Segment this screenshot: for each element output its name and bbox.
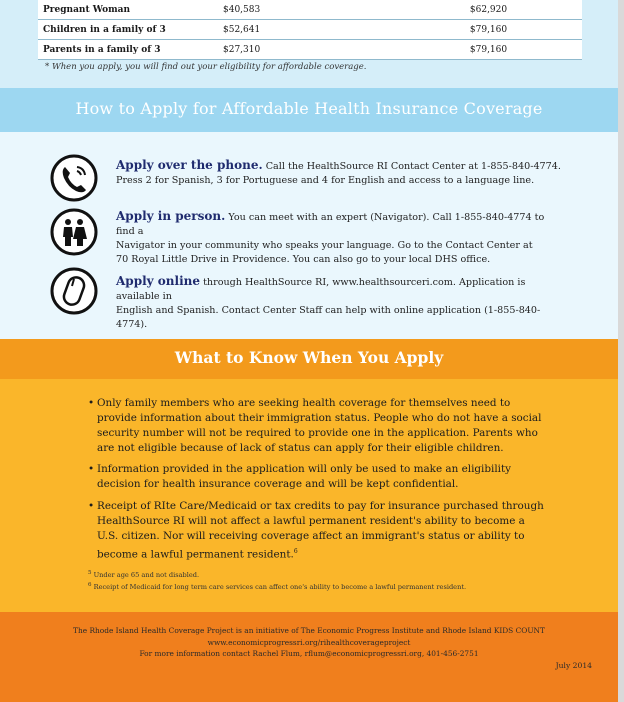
footnote-number: 6 [88,582,92,588]
footnote [88,582,466,591]
apply-online-text: through HealthSource RI, www.healthsourceri.com. Application is available in [116,277,526,302]
table-cell-value: $79,160 [395,20,582,40]
apply-online-lead: Apply online [116,274,201,288]
table-cell-value: $27,310 [218,40,395,60]
apply-phone-text: Press 2 for Spanish, 3 for Portuguese and 4 for English and access to a language line. [116,175,535,186]
eligibility-table [38,0,582,60]
apply-phone-text: Call the HealthSource RI Contact Center at 1-855-840-4774. [265,161,561,172]
table-cell-value: $52,641 [218,20,395,40]
footer-date: July 2014 [555,661,592,670]
know-section-header [0,339,618,379]
phone-icon [50,154,98,202]
mouse-icon [50,267,98,315]
apply-in-person-item [116,209,566,267]
people-icon [50,208,98,256]
apply-section-body [0,132,618,339]
table-cell-value: $79,160 [395,40,582,60]
footer-credit: The Rhode Island Health Coverage Project is an initiative of The Economic Progress Institute and Rhode Island KIDS COUNT [73,626,545,635]
bullet-text: decision for health insurance coverage and will be kept confidential. [97,478,459,490]
bullet-text: security number will not be required to provide one in the application. Parents who [97,427,538,439]
bullet-text: become a lawful permanent resident. [97,548,294,561]
apply-section-header [0,88,618,132]
table-row [38,20,582,40]
table-cell-group: Pregnant Woman [38,0,218,20]
table-cell-value: $40,583 [218,0,395,20]
list-item [88,499,550,562]
bullet-icon: • [88,397,95,409]
apply-in-person-text: You can meet with an expert (Navigator). Call 1-855-840-4774 to find a [116,212,545,237]
table-cell-group: Parents in a family of 3 [38,40,218,60]
table-row [38,0,582,20]
bullet-text: provide information about their immigration status. People who do not have a social [97,412,542,424]
footnote-marker: 6 [293,548,298,555]
apply-section-title: How to Apply for Affordable Health Insurance Coverage [75,99,543,118]
know-section-title: What to Know When You Apply [174,348,444,367]
list-item [88,462,550,492]
footnote-text: Receipt of Medicaid for long term care services can affect one's ability to become a lawful permanent resident. [93,583,467,592]
table-row [38,40,582,60]
table-cell-value: $62,920 [395,0,582,20]
apply-phone-item [116,158,566,188]
apply-online-item [116,274,566,332]
bullet-text: U.S. citizen. Nor will receiving coverage affect an immigrant's status or ability to [97,530,525,542]
know-section-body [0,379,618,612]
eligibility-note: * When you apply, you will find out your eligibility for affordable coverage. [45,62,367,72]
eligibility-table-section [0,0,618,88]
bullet-text: HealthSource RI will not affect a lawful permanent resident's ability to become a [97,515,525,527]
bullet-text: are not eligible because of lack of status can apply for their eligible children. [97,442,504,454]
apply-online-text: English and Spanish. Contact Center Staff can help with online application (1-855-840-4774). [116,305,541,330]
apply-phone-lead: Apply over the phone. [116,158,263,172]
apply-in-person-text: 70 Royal Little Drive in Providence. You can also go to your local DHS office. [116,254,491,265]
footer-website: www.economicprogressri.org/rihealthcoverageproject [207,638,411,647]
bullet-text: Receipt of RIte Care/Medicaid or tax credits to pay for insurance purchased through [97,500,544,512]
table-cell-group: Children in a family of 3 [38,20,218,40]
apply-in-person-lead: Apply in person. [116,209,226,223]
bullet-text: Only family members who are seeking health coverage for themselves need to [97,397,511,409]
footer-contact: For more information contact Rachel Flum, rflum@economicprogressri.org, 401-456-2751 [139,649,479,658]
bullet-icon: • [88,500,95,512]
list-item [88,396,550,456]
bullet-text: Information provided in the application will only be used to make an eligibility [97,463,512,475]
footnote [88,570,199,579]
apply-in-person-text: Navigator in your community who speaks your language. Go to the Contact Center at [116,240,533,251]
footnote-number: 5 [88,570,92,576]
bullet-icon: • [88,463,95,475]
footnote-text: Under age 65 and not disabled. [93,571,200,580]
page-footer [0,612,618,702]
